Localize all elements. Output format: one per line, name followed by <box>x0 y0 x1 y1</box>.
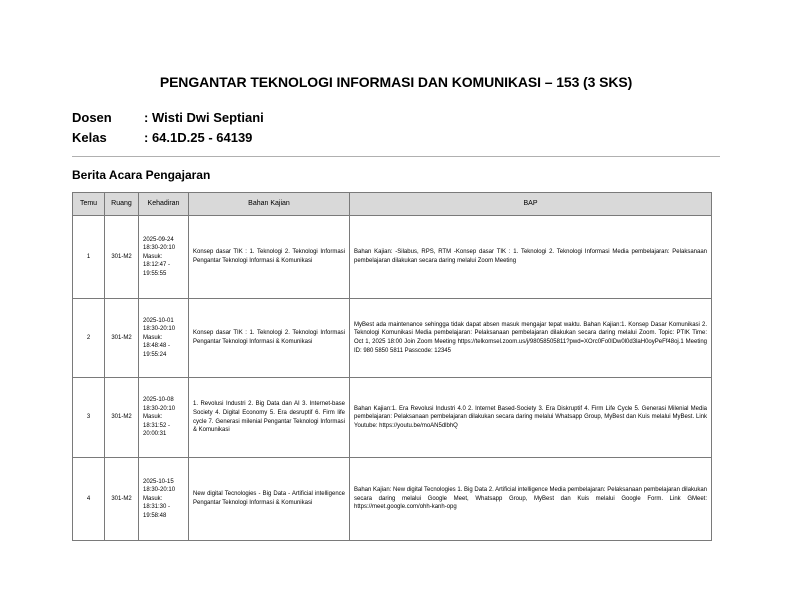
kelas-line <box>72 130 252 145</box>
cell-temu: 1 <box>73 216 105 299</box>
cell-kehadiran: 2025-10-01 18:30-20:10 Masuk: 18:48:48 - 19:55:24 <box>139 299 189 378</box>
cell-temu: 4 <box>73 458 105 541</box>
header-ruang: Ruang <box>105 193 139 216</box>
cell-ruang: 301-M2 <box>105 458 139 541</box>
cell-kehadiran: 2025-09-24 18:30-20:10 Masuk: 18:12:47 - 19:55:55 <box>139 216 189 299</box>
dosen-value: : Wisti Dwi Septiani <box>144 110 264 125</box>
kelas-value: : 64.1D.25 - 64139 <box>144 130 253 145</box>
cell-temu: 2 <box>73 299 105 378</box>
cell-ruang: 301-M2 <box>105 378 139 458</box>
kelas-label: Kelas <box>72 130 107 145</box>
table-row <box>73 458 712 541</box>
cell-bahan-kajian: Konsep dasar TIK : 1. Teknologi 2. Teknologi Informasi Pengantar Teknologi Informasi & Komunikasi <box>189 216 350 299</box>
cell-bahan-kajian: Konsep dasar TIK : 1. Teknologi 2. Teknologi Informasi Pengantar Teknologi Informasi & Komunikasi <box>189 299 350 378</box>
cell-bap: Bahan Kajian:1. Era Revolusi Industri 4.0 2. Internet Based-Society 3. Era Diskruptif 4. Firm Life Cycle 5. Generasi Milenial Media pembelajaran: Pelaksanaan pembelajaran dilakukan secara daring melalui Whatsapp Group, MyBest dan Kuis melalui MyBest. Link Youtube: https://youtu.be/moAN5dlbhQ <box>350 378 712 458</box>
page-title: PENGANTAR TEKNOLOGI INFORMASI DAN KOMUNIKASI – 153 (3 SKS) <box>159 74 633 90</box>
header-bap: BAP <box>350 193 712 216</box>
header-bahan-kajian: Bahan Kajian <box>189 193 350 216</box>
divider <box>72 156 720 157</box>
cell-bahan-kajian: New digital Tecnologies - Big Data - Artificial intelligence Pengantar Teknologi Informasi & Komunikasi <box>189 458 350 541</box>
table-row <box>73 299 712 378</box>
cell-kehadiran: 2025-10-08 18:30-20:10 Masuk: 18:31:52 - 20:00:31 <box>139 378 189 458</box>
header-temu: Temu <box>73 193 105 216</box>
cell-ruang: 301-M2 <box>105 299 139 378</box>
table-row <box>73 216 712 299</box>
cell-bahan-kajian: 1. Revolusi Industri 2. Big Data dan AI 3. Internet-base Society 4. Digital Economy 5. Era desruptif 6. Firm life cycle 7. Generasi milenial Pengantar Teknologi Informasi & Komunikasi <box>189 378 350 458</box>
cell-bap: MyBest ada maintenance sehingga tidak dapat absen masuk mengajar tepat waktu. Bahan Kajian:1. Konsep Dasar Komunikasi 2. Teknologi Komunikasi Media pembelajaran: Pelaksanaan pembelajaran dilakukan secara daring melalui Zoom. Topic: PTIK Time: Oct 1, 2025 18:00 Join Zoom Meeting https://telkomsel.zoom.us/j/98058505811?pwd=XOrc0Fo0lDw0l0d3laH0oyPeFf48oj.1 Meeting ID: 980 5850 5811 Passcode: 12345 <box>350 299 712 378</box>
table-row <box>73 378 712 458</box>
cell-temu: 3 <box>73 378 105 458</box>
bap-table <box>72 192 712 541</box>
cell-bap: Bahan Kajian: -Silabus, RPS, RTM -Konsep dasar TIK : 1. Teknologi 2. Teknologi Informasi Media pembelajaran: Pelaksanaan pembelajaran dilakukan secara daring melalui Zoom Meeting <box>350 216 712 299</box>
table-header-row <box>73 193 712 216</box>
cell-kehadiran: 2025-10-15 18:30-20:10 Masuk: 18:31:30 - 19:58:48 <box>139 458 189 541</box>
section-title: Berita Acara Pengajaran <box>72 168 211 182</box>
dosen-line <box>72 110 264 125</box>
header-kehadiran: Kehadiran <box>139 193 189 216</box>
cell-bap: Bahan Kajian: New digital Tecnologies 1. Big Data 2. Artificial intelligence Media pembelajaran: Pelaksanaan pembelajaran dilakukan secara daring melalui Google Meet, Whatsapp Group, MyBest dan Kuis melalui Google Form. Link GMeet: https://meet.google.com/ohh-kanh-opg <box>350 458 712 541</box>
cell-ruang: 301-M2 <box>105 216 139 299</box>
dosen-label: Dosen <box>72 110 112 125</box>
